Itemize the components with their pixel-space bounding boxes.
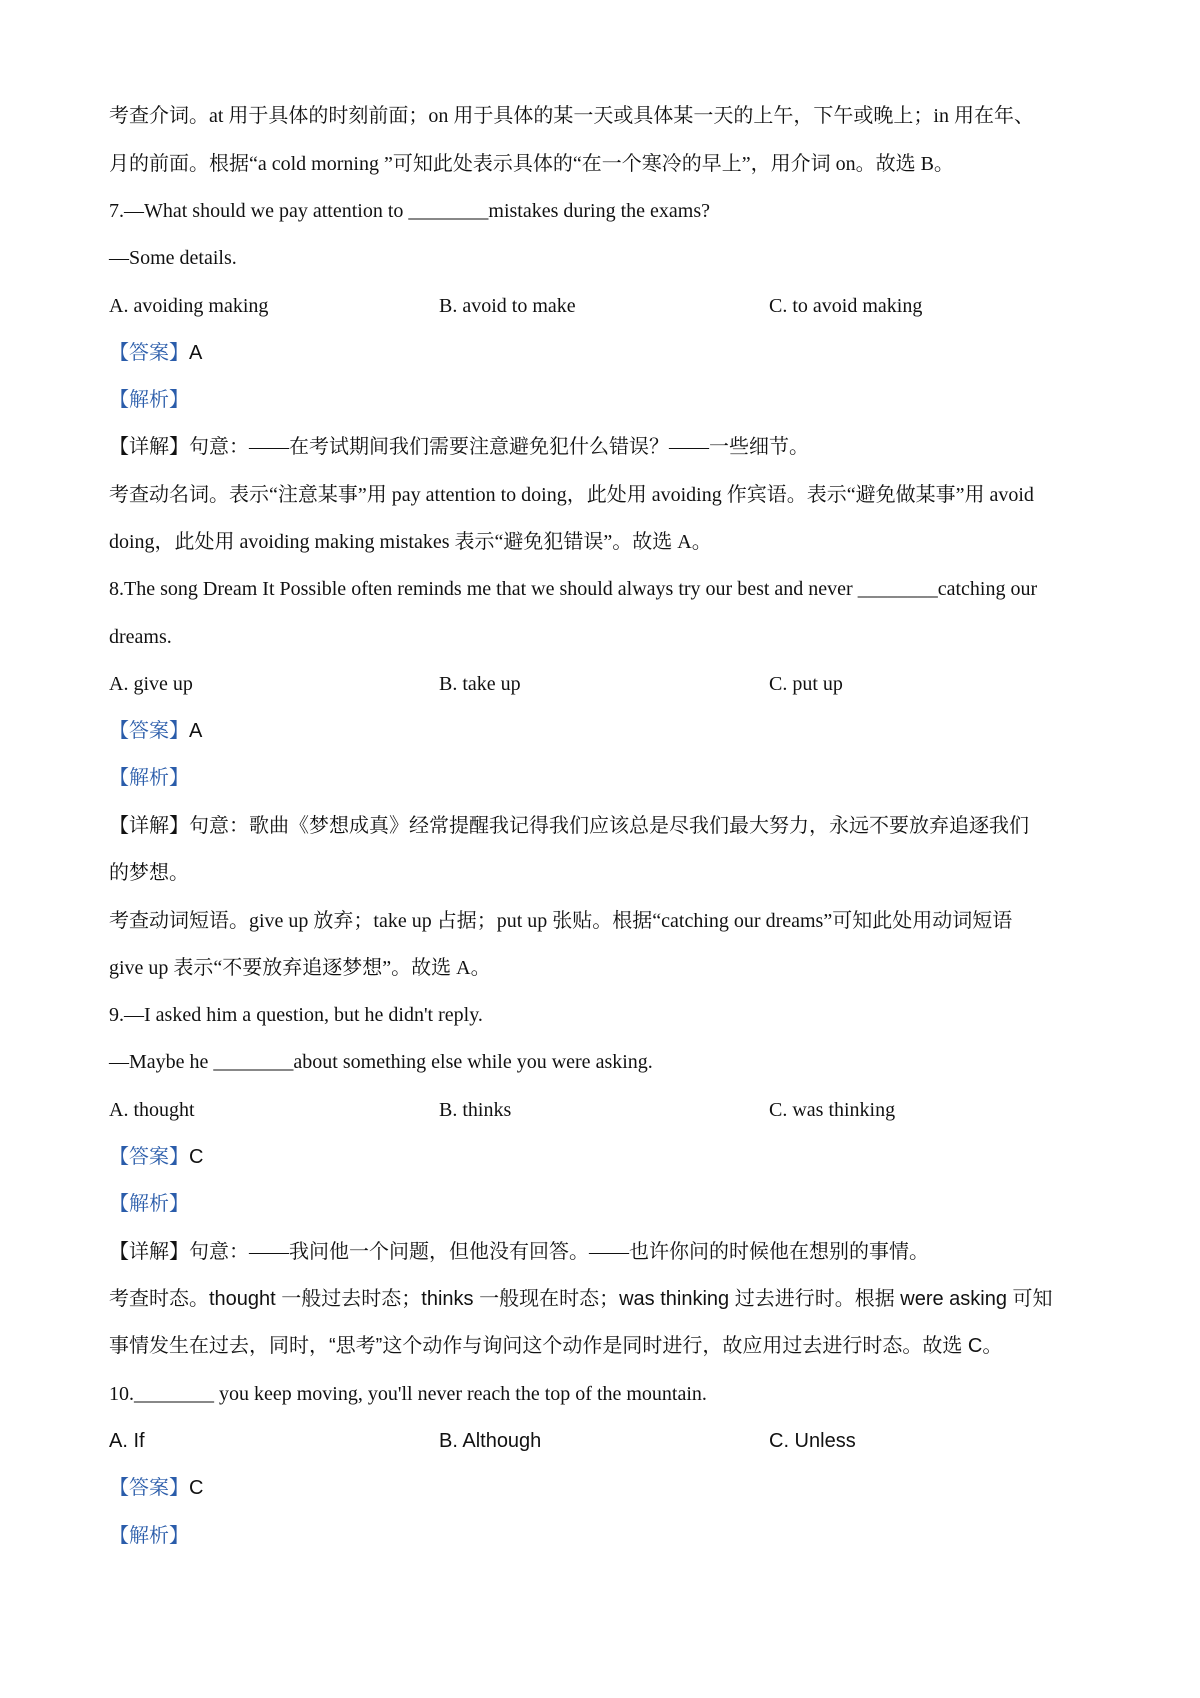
- option-b: B. take up: [439, 673, 521, 695]
- option-b: B. thinks: [439, 1099, 512, 1121]
- question-7-reply: —Some details.: [109, 247, 237, 269]
- answer-tag: 【答案】: [109, 720, 189, 742]
- question-9-detail: 【详解】句意：——我问他一个问题，但他没有回答。——也许你问的时候他在想别的事情。: [109, 1241, 929, 1263]
- question-7-analysis: [109, 388, 1099, 412]
- question-7-detail: 考查动名词。表示“注意某事”用 pay attention to doing，此处用 avoiding 作宾语。表示“避免做某事”用 avoid: [109, 484, 1034, 506]
- question-9-detail: 事情发生在过去，同时，“思考”这个动作与询问这个动作是同时进行，故应用过去进行时态。故选 C。: [109, 1335, 1003, 1357]
- question-8-stem-cont: dreams.: [109, 626, 172, 648]
- question-8-stem: 8.The song Dream It Possible often reminds me that we should always try our best and never ________catching our: [109, 578, 1038, 600]
- question-8-answer: [109, 719, 1099, 743]
- question-7-options: [109, 294, 1099, 318]
- option-a: A. give up: [109, 673, 193, 695]
- answer-value: C: [189, 1146, 204, 1168]
- question-9-analysis: [109, 1192, 1099, 1216]
- option-c: C. put up: [769, 673, 843, 695]
- analysis-tag: 【解析】: [109, 767, 189, 789]
- question-10-options: [109, 1429, 1099, 1453]
- question-8-analysis: [109, 766, 1099, 790]
- option-a: A. avoiding making: [109, 295, 269, 317]
- question-9-stem: 9.—I asked him a question, but he didn't reply.: [109, 1004, 483, 1026]
- option-b: B. avoid to make: [439, 295, 576, 317]
- question-8-detail: give up 表示“不要放弃追逐梦想”。故选 A。: [109, 957, 491, 979]
- answer-tag: 【答案】: [109, 342, 189, 364]
- text-line: 考查介词。at 用于具体的时刻前面；on 用于具体的某一天或具体某一天的上午，下午或晚上；in 用在年、: [109, 105, 1034, 127]
- text-line: 月的前面。根据“a cold morning ”可知此处表示具体的“在一个寒冷的早上”，用介词 on。故选 B。: [109, 153, 954, 175]
- question-7-detail: doing，此处用 avoiding making mistakes 表示“避免犯错误”。故选 A。: [109, 531, 712, 553]
- option-c: C. Unless: [769, 1430, 856, 1452]
- question-8-detail: 考查动词短语。give up 放弃；take up 占据；put up 张贴。根据“catching our dreams”可知此处用动词短语: [109, 910, 1013, 932]
- question-9-reply: —Maybe he ________about something else while you were asking.: [109, 1051, 653, 1073]
- option-c: C. was thinking: [769, 1099, 896, 1121]
- question-9-answer: [109, 1145, 1099, 1169]
- option-c: C. to avoid making: [769, 295, 923, 317]
- question-8-detail: 【详解】句意：歌曲《梦想成真》经常提醒我记得我们应该总是尽我们最大努力，永远不要放弃追逐我们: [109, 815, 1029, 837]
- question-8-detail: 的梦想。: [109, 862, 189, 884]
- question-10-answer: [109, 1476, 1099, 1500]
- answer-tag: 【答案】: [109, 1477, 189, 1499]
- analysis-tag: 【解析】: [109, 1525, 189, 1547]
- question-10-analysis: [109, 1524, 1099, 1548]
- question-7-stem: 7.—What should we pay attention to ________mistakes during the exams?: [109, 200, 710, 222]
- analysis-tag: 【解析】: [109, 389, 189, 411]
- analysis-tag: 【解析】: [109, 1193, 189, 1215]
- option-a: A. If: [109, 1430, 145, 1452]
- answer-tag: 【答案】: [109, 1146, 189, 1168]
- question-8-options: [109, 672, 1099, 696]
- question-9-options: [109, 1098, 1099, 1122]
- option-a: A. thought: [109, 1099, 195, 1121]
- answer-value: C: [189, 1477, 204, 1499]
- answer-value: A: [189, 342, 203, 364]
- question-7-answer: [109, 341, 1099, 365]
- question-7-detail: 【详解】句意：——在考试期间我们需要注意避免犯什么错误？——一些细节。: [109, 436, 809, 458]
- option-b: B. Although: [439, 1430, 542, 1452]
- answer-value: A: [189, 720, 203, 742]
- question-10-stem: 10.________ you keep moving, you'll never reach the top of the mountain.: [109, 1383, 707, 1405]
- question-9-detail: 考查时态。thought 一般过去时态；thinks 一般现在时态；was thinking 过去进行时。根据 were asking 可知: [109, 1288, 1053, 1310]
